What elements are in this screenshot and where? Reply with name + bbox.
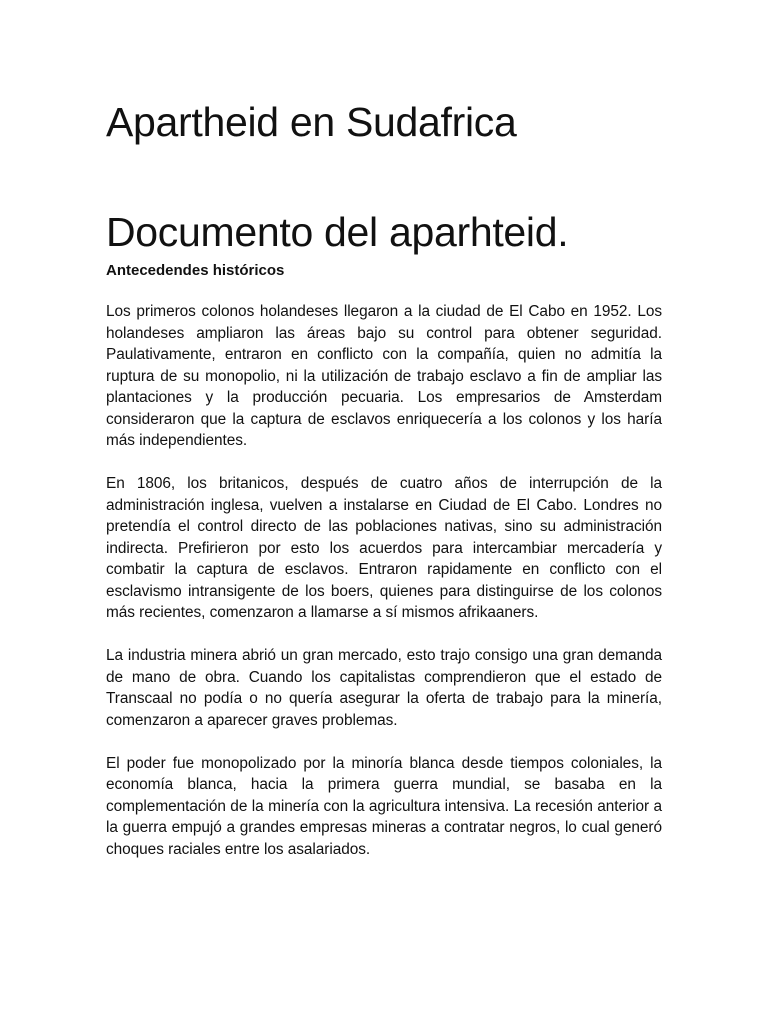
paragraph-1: Los primeros colonos holandeses llegaron a la ciudad de El Cabo en 1952. Los holandeses ampliaron las áreas bajo su control para obtener seguridad. Paulativamente, entraron en conflicto con la compañía, quien no admitía la ruptura de su monopolio, ni la utilización de trabajo esclavo a fin de ampliar las plantaciones y la producción pecuaria. Los empresarios de Amsterdam consideraron que la captura de esclavos enriquecería a los colonos y los haría más independientes.	[106, 303, 662, 449]
document-heading: Documento del aparhteid.	[106, 209, 569, 255]
paragraph-4: El poder fue monopolizado por la minoría blanca desde tiempos coloniales, la economía blanca, hacia la primera guerra mundial, se basaba en la complementación de la minería con la agricultura intensiva. La recesión anterior a la guerra empujó a grandes empresas mineras a contratar negros, lo cual generó choques raciales entre los asalariados.	[106, 754, 662, 858]
paragraph-3: La industria minera abrió un gran mercado, esto trajo consigo una gran demanda de mano de obra. Cuando los capitalistas comprendieron que el estado de Transcaal no podía o no quería asegurar la oferta de trabajo para la minería, comenzaron a aparecer graves problemas.	[106, 647, 662, 729]
body-text	[106, 301, 662, 860]
document-title: Apartheid en Sudafrica	[106, 99, 517, 145]
section-subheading: Antecedendes históricos	[106, 262, 285, 279]
paragraph-2: En 1806, los britanicos, después de cuatro años de interrupción de la administración inglesa, vuelven a instalarse en Ciudad de El Cabo. Londres no pretendía el control directo de las poblaciones nativas, sino su administración indirecta. Prefirieron por esto los acuerdos para intercambiar mercadería y combatir la captura de esclavos. Entraron rapidamente en conflicto con el esclavismo intransigente de los boers, quienes para distinguirse de los colonos más recientes, comenzaron a llamarse a sí mismos afrikaaners.	[106, 475, 662, 621]
